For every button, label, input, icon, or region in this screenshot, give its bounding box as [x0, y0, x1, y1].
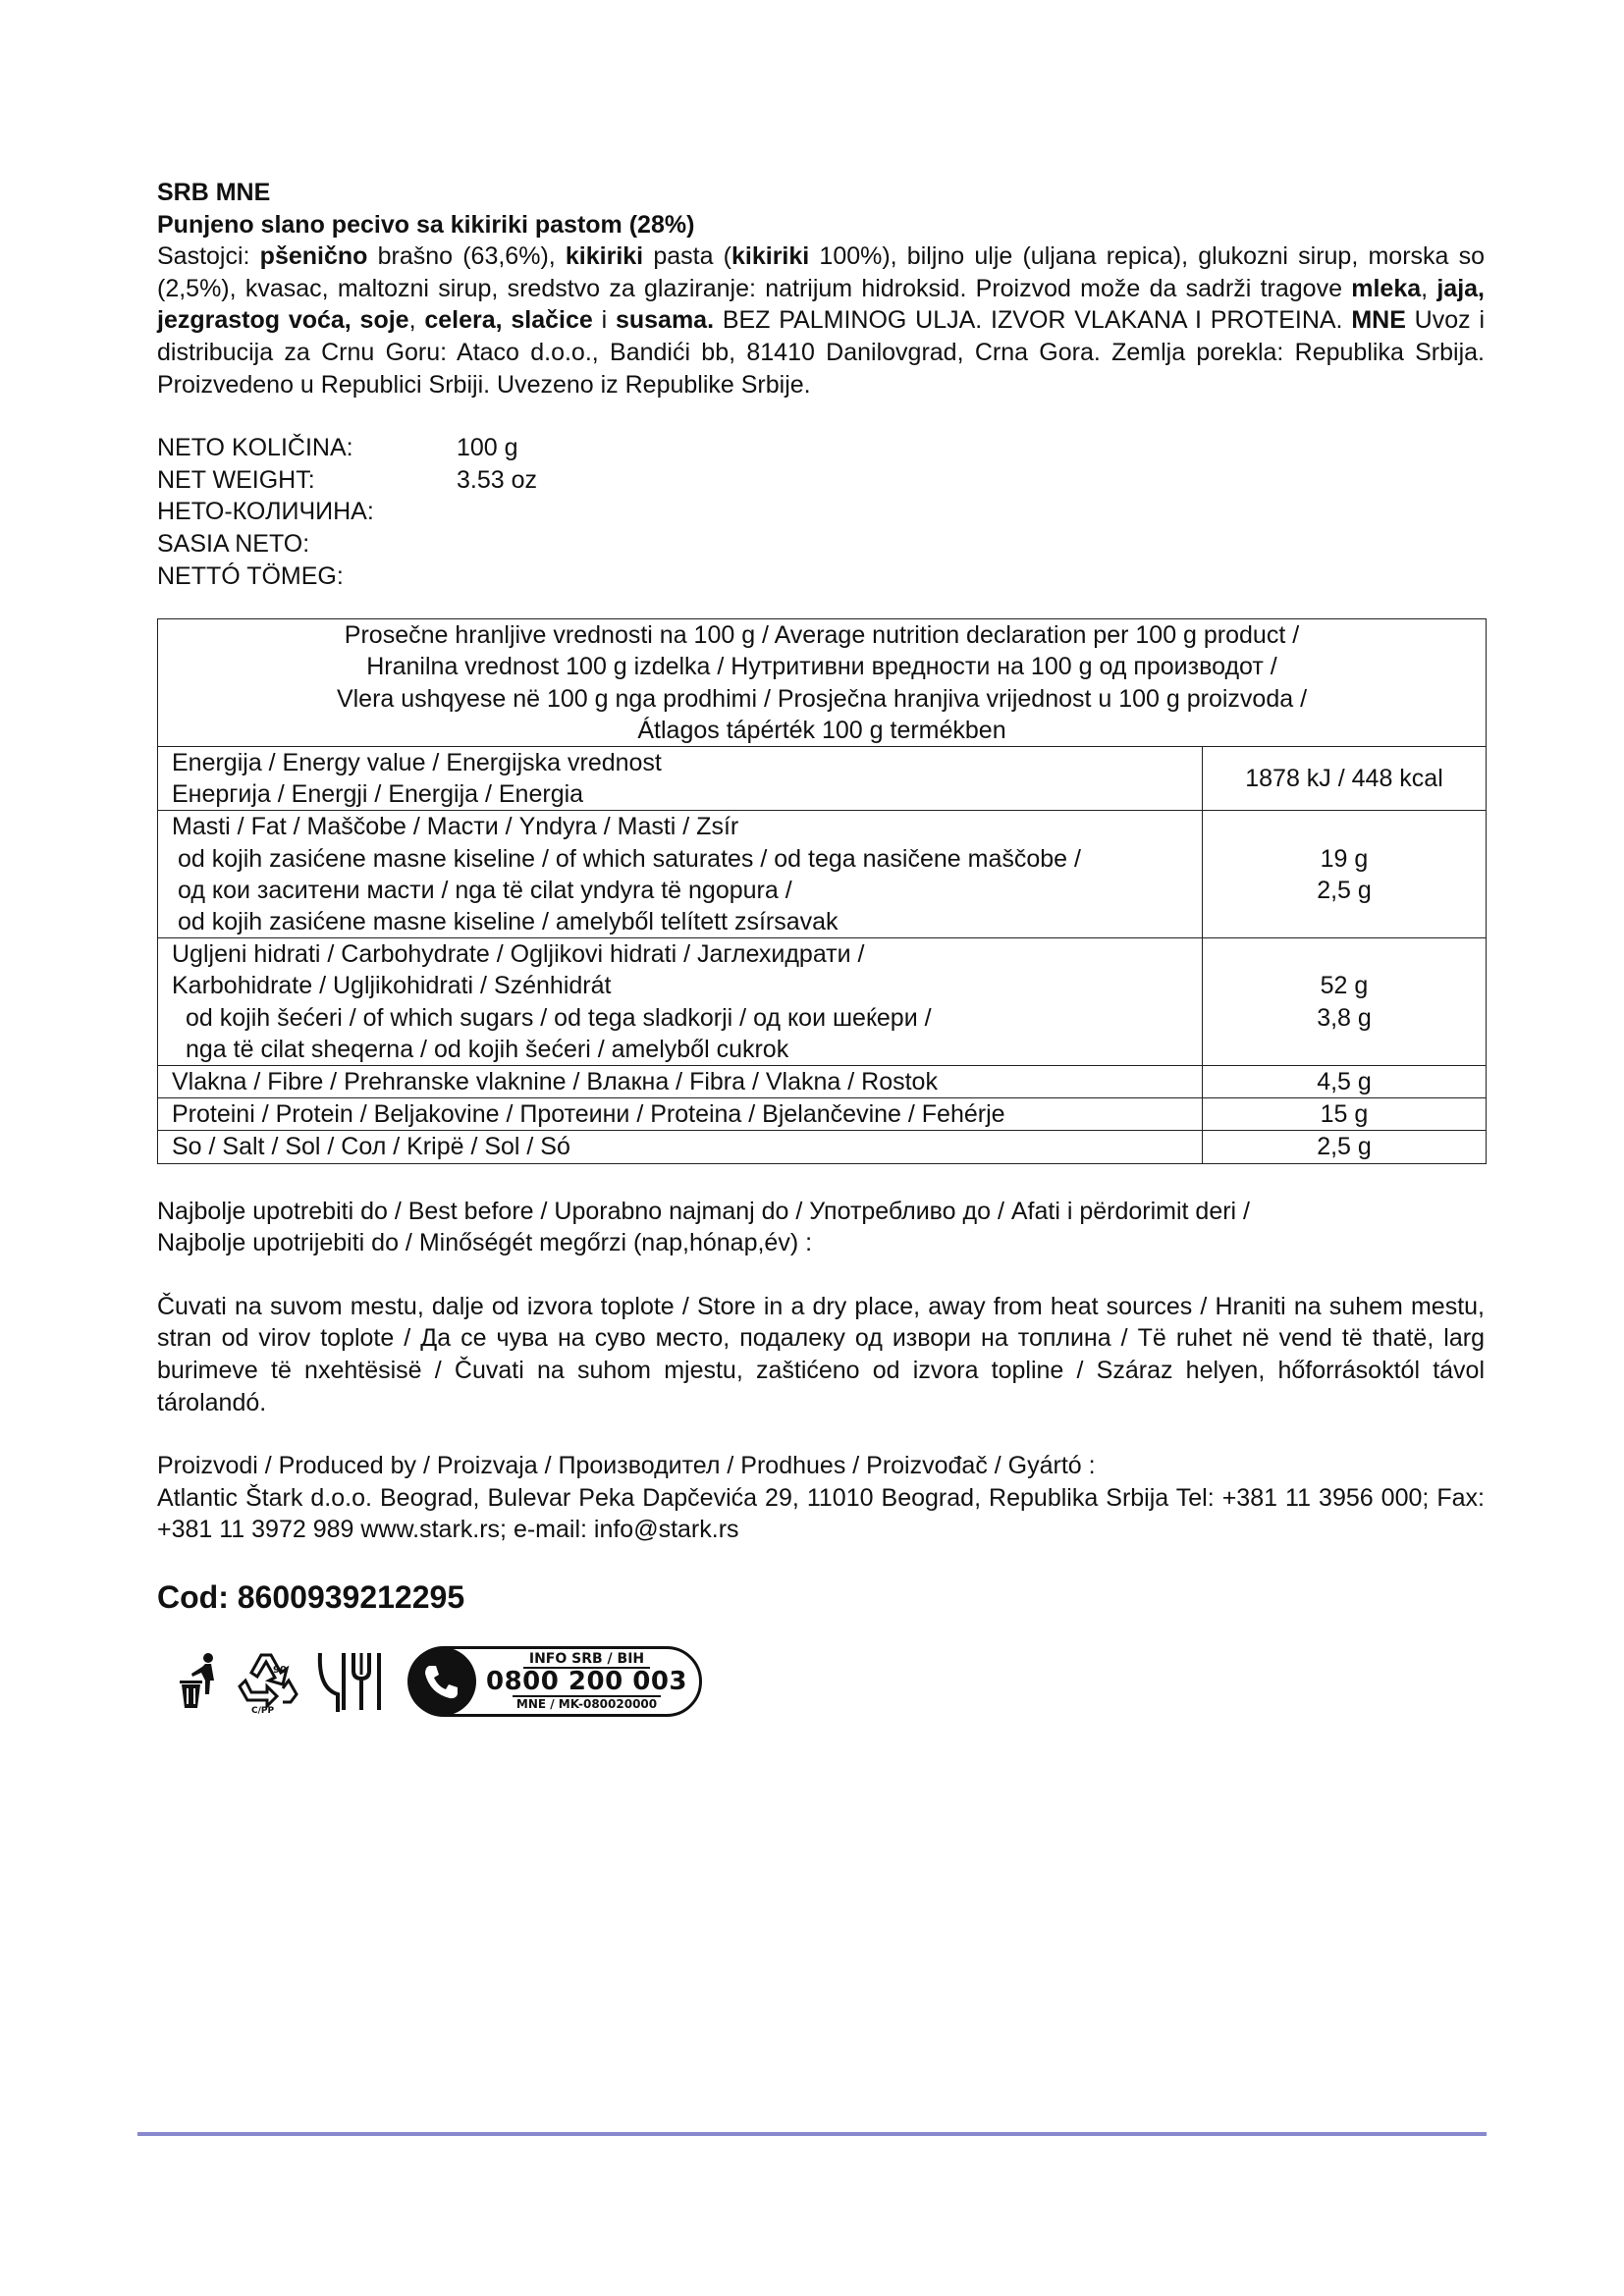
nutrition-table	[157, 618, 1487, 1163]
salt-value: 2,5 g	[1203, 1131, 1487, 1163]
fat-label: Masti / Fat / Maščobe / Масти / Yndyra / Masti / Zsír od kojih zasićene masne kiseline / of which saturates / od tega nasičene maščobe / од кои заситени масти / nga të cilat yndyra të ngopura / od kojih zasićene masne kiseline / amelyből telített zsírsavak	[158, 811, 1203, 938]
producer-block	[157, 1450, 1485, 1546]
net-row: NETO KOLIČINA: 100 g	[157, 434, 518, 462]
product-title: Punjeno slano pecivo sa kikiriki pastom (28%)	[157, 210, 695, 239]
net-row: SASIA NETO:	[157, 529, 310, 558]
info-line1: INFO SRB / BIH	[523, 1652, 650, 1669]
fibre-value: 4,5 g	[1203, 1065, 1487, 1097]
recycle-icon	[238, 1649, 298, 1714]
phone-icon	[407, 1647, 476, 1716]
producer-label: Proizvodi / Produced by / Proizvaja / Производител / Prodhues / Proizvođač / Gyártó :	[157, 1452, 1096, 1480]
tidyman-bin-icon	[179, 1651, 222, 1712]
energy-value: 1878 kJ / 448 kcal	[1203, 746, 1487, 810]
producer-text: Atlantic Štark d.o.o. Beograd, Bulevar Peka Dapčevića 29, 11010 Beograd, Republika Srbija Tel: +381 11 3956 000; Fax: +381 11 3972 989 www.stark.rs; e-mail: info@stark.rs	[157, 1483, 1485, 1544]
protein-row	[158, 1098, 1487, 1131]
fat-value: 19 g 2,5 g	[1203, 811, 1487, 938]
net-row: NET WEIGHT: 3.53 oz	[157, 465, 538, 494]
info-text	[486, 1652, 687, 1711]
info-phone-badge	[408, 1646, 702, 1717]
info-line3: MNE / MK-080020000	[513, 1695, 661, 1711]
net-weight-block	[157, 432, 1485, 592]
storage-block	[157, 1291, 1485, 1418]
energy-row	[158, 746, 1487, 810]
ingredients-text: Sastojci: pšenično brašno (63,6%), kikiriki pasta (kikiriki 100%), biljno ulje (uljana repica), glukozni sirup, morska so (2,5%), kvasac, maltozni sirup, sredstvo za glaziranje: natrijum hidroksid. Proizvod može da sadrži tragove mleka, jaja, jezgrastog voća, soje, celera, slačice i susama. BEZ PALMINOG ULJA. IZVOR VLAKANA I PROTEINA. MNE Uvoz i distribucija za Crnu Goru: Ataco d.o.o., Bandići bb, 81410 Danilovgrad, Crna Gora. Zemlja porekla: Republika Srbija. Proizvedeno u Republici Srbiji. Uvezeno iz Republike Srbije.	[157, 242, 1486, 399]
nutrition-header: Prosečne hranljive vrednosti na 100 g / Average nutrition declaration per 100 g product / Hranilna vrednost 100 g izdelka / Нутритивни вредности на 100 g од производот / Vlera ushqyese në 100 g nga prodhimi / Prosječna hranjiva vrijednost u 100 g proizvoda / Átlagos tápérték 100 g termékben	[158, 619, 1487, 747]
best-before-line: Najbolje upotrebiti do / Best before / Uporabno najmanj do / Употребливо до / Afati i përdorimit deri /	[157, 1197, 1250, 1225]
food-contact-icon	[314, 1649, 383, 1714]
energy-label: Energija / Energy value / Energijska vrednost Енергија / Energji / Energija / Energia	[158, 746, 1203, 810]
label-document	[157, 177, 1485, 1717]
recycle-number: 90	[273, 1664, 287, 1676]
recycle-material: C/PP	[251, 1705, 275, 1714]
protein-label: Proteini / Protein / Beljakovine / Протеини / Proteina / Bjelančevine / Fehérje	[158, 1098, 1203, 1131]
best-before-line: Najbolje upotrijebiti do / Minőségét megőrzi (nap,hónap,év) :	[157, 1229, 813, 1257]
net-row: НЕТО-КОЛИЧИНА:	[157, 498, 374, 526]
nutrition-header-row	[158, 619, 1487, 747]
storage-text: Čuvati na suvom mestu, dalje od izvora toplote / Store in a dry place, away from heat sources / Hraniti na suhem mestu, stran od virov toplote / Да се чува на суво место, подалеку од извори на топлина / Të ruhet në vend të thatë, larg burimeve të nxehtësisë / Čuvati na suhom mjestu, zaštićeno od izvora topline / Száraz helyen, hőforrásoktól távol tárolandó.	[157, 1292, 1485, 1416]
symbol-row	[157, 1646, 1485, 1717]
carbohydrate-row	[158, 938, 1487, 1066]
carbohydrate-value: 52 g 3,8 g	[1203, 938, 1487, 1066]
best-before-block	[157, 1196, 1485, 1259]
protein-value: 15 g	[1203, 1098, 1487, 1131]
product-code: Cod: 8600939212295	[157, 1578, 465, 1615]
salt-label: So / Salt / Sol / Сол / Kripë / Sol / Só	[158, 1131, 1203, 1163]
salt-row	[158, 1131, 1487, 1163]
net-row: NETTÓ TÖMEG:	[157, 561, 344, 590]
fibre-row	[158, 1065, 1487, 1097]
carbohydrate-label: Ugljeni hidrati / Carbohydrate / Ogljikovi hidrati / Јаглехидрати / Karbohidrate / Ugljikohidrati / Szénhidrát od kojih šećeri / of which sugars / od tega sladkorji / од кои шеќери / nga të cilat sheqerna / od kojih šećeri / amelyből cukrok	[158, 938, 1203, 1066]
fat-row	[158, 811, 1487, 938]
country-line: SRB MNE	[157, 179, 271, 206]
fibre-label: Vlakna / Fibre / Prehranske vlaknine / Влакна / Fibra / Vlakna / Rostok	[158, 1065, 1203, 1097]
footer-rule	[137, 2132, 1487, 2136]
info-phone-number: 0800 200 003	[486, 1666, 688, 1696]
